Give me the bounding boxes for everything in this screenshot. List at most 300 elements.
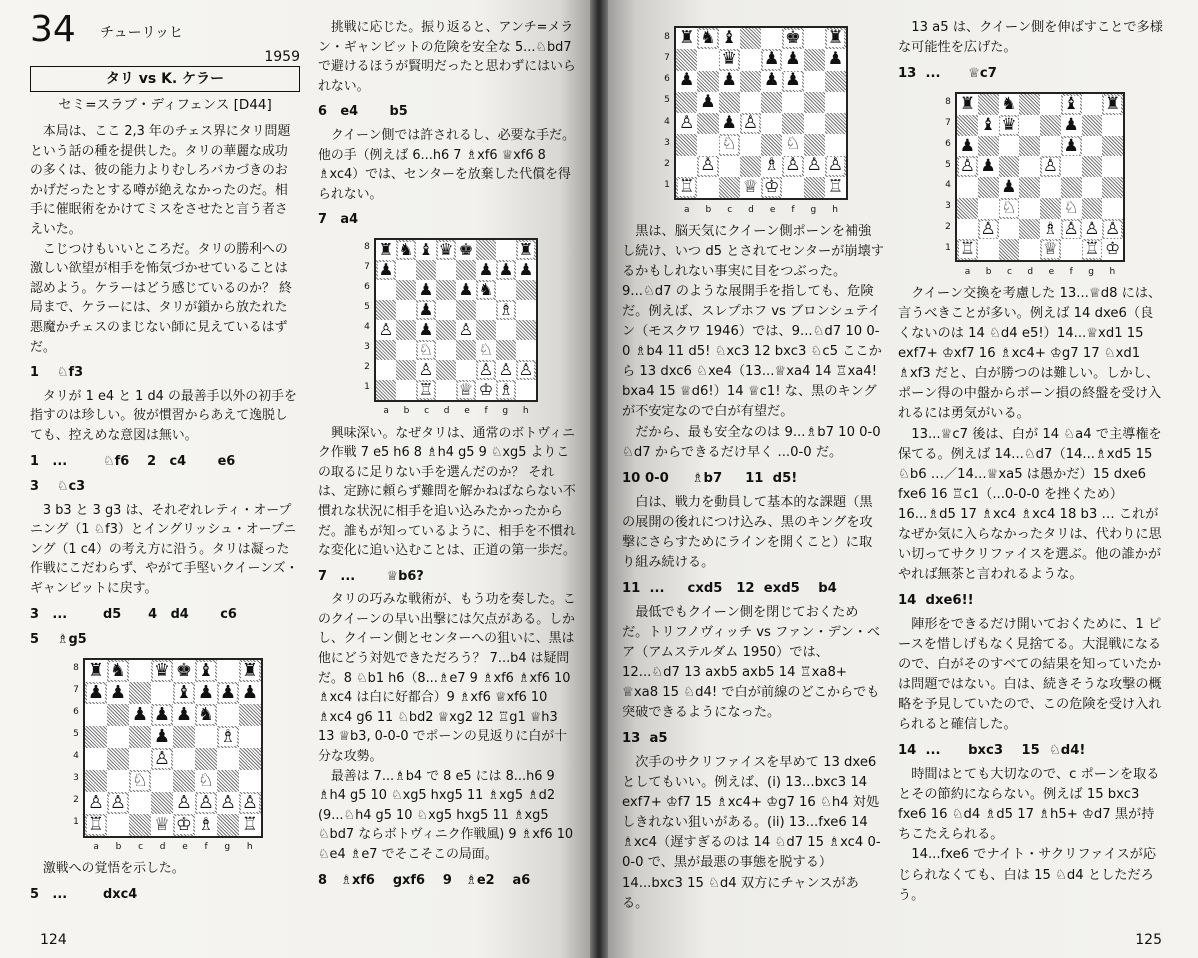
commentary-paragraph: 3 b3 と 3 g3 は、それぞれレティ・オープニング（1 ♘f3）とイングリッシュ・オープニング（1 c4）の考え方に沿う。タリは凝った作戦にこだわらず、やがて手堅いクイーンズ・ギャンビットに戻す。 xyxy=(30,502,299,597)
board-square xyxy=(697,156,718,177)
board-square xyxy=(85,660,107,682)
chess-piece: ♘ xyxy=(785,134,801,155)
chess-piece: ♙ xyxy=(197,791,215,813)
chess-piece: ♟ xyxy=(153,703,171,725)
opening-name: セミ=スラブ・ディフェンス [D44] xyxy=(58,97,272,113)
board-square xyxy=(396,260,416,280)
commentary-paragraph: 時間はとても大切なので、c ポーンを取るとその節約にならない。例えば 15 bxc3 fxe6 16 ♘d4 ♗d5 17 ♗h5+ ♔d7 黒が持ちこたえられる。 xyxy=(898,767,1160,843)
board-square xyxy=(239,770,261,792)
commentary-paragraph: 最低でもクイーン側を閉じておくためだ。トリフノヴィッチ vs ファン・デン・ベア（アムステルダム 1950）では、12...♘d7 13 axb5 axb5 14 ♖xa8+ ♕xa8 15 ♘d4! で白が前線のどこからでも突破できるようになった。 xyxy=(622,604,881,721)
board-square xyxy=(999,136,1020,157)
chess-diagram xyxy=(69,658,300,858)
board-square xyxy=(129,770,151,792)
left-column-1 xyxy=(30,9,300,909)
board-square xyxy=(516,360,536,380)
rank-label: 3 xyxy=(945,201,951,212)
board-square xyxy=(239,704,261,726)
board-square xyxy=(1040,198,1061,219)
file-label: c xyxy=(727,205,733,215)
chess-piece: ♗ xyxy=(219,725,237,747)
board-square xyxy=(516,240,536,260)
board-square xyxy=(1040,94,1061,115)
rank-label: 7 xyxy=(664,52,670,63)
rank-label: 2 xyxy=(73,795,79,806)
chess-piece: ♟ xyxy=(721,70,737,91)
chess-piece: ♙ xyxy=(458,319,474,339)
chess-piece: ♟ xyxy=(418,299,434,319)
move-line: 1 ... ♘f6 2 c4 e6 xyxy=(30,453,236,469)
move-line: 13 a5 xyxy=(622,731,668,747)
board-square xyxy=(1061,198,1082,219)
board-square xyxy=(376,260,396,280)
chess-piece: ♜ xyxy=(1105,94,1121,114)
board-square xyxy=(978,115,999,136)
board-square xyxy=(1019,177,1040,198)
board-square xyxy=(476,280,496,300)
board-square xyxy=(173,770,195,792)
chess-piece: ♟ xyxy=(478,259,494,279)
move-line: 14 dxe6!! xyxy=(898,592,974,608)
board-square xyxy=(1082,239,1103,260)
file-label: f xyxy=(791,205,795,215)
board-square xyxy=(676,49,697,70)
chess-piece: ♜ xyxy=(678,27,695,48)
chess-piece: ♙ xyxy=(785,155,801,176)
rank-label: 4 xyxy=(945,180,951,191)
file-label: a xyxy=(964,267,971,278)
board-square xyxy=(195,682,217,704)
board-square xyxy=(825,156,846,177)
board-square xyxy=(456,340,476,360)
board-square xyxy=(85,814,107,836)
commentary-paragraph: こじつけもいいところだ。タリの勝利への激しい欲望が相手を怖気づかせていることは認めよう。ケラーはどう感じているのか？ 終局まで、ケラーには、タリが鎖から放たれた悪魔かチェスのまじない師に見えているはずだ。 xyxy=(30,241,292,355)
file-label: c xyxy=(424,405,430,416)
chess-piece: ♙ xyxy=(378,319,394,339)
board-square xyxy=(804,28,825,49)
board-square xyxy=(195,814,217,836)
commentary-paragraph: クイーン交換を考慮した 13...♕d8 には、言うべきことが多い。例えば 14 dxe6（良くないのは 14 ♘d4 e5!）14...♕xd1 15 exf7+ ♔xf7 16 ♗xc4+ ♔g7 17 ♘xd1 ♗xf3 だと、白が勝つのは難しい。しかし、ポーン得の中盤からポーン損の終盤を受け入れるには勇気がいる。 xyxy=(898,286,1162,422)
board-square xyxy=(957,156,978,177)
board-square xyxy=(1102,177,1123,198)
board-square xyxy=(978,239,999,260)
board-square xyxy=(496,380,516,400)
board-square xyxy=(129,792,151,814)
chess-piece: ♙ xyxy=(700,155,716,176)
chess-piece: ♙ xyxy=(742,112,759,133)
chess-piece: ♟ xyxy=(87,681,105,703)
board-square xyxy=(1061,94,1082,115)
chess-piece: ♟ xyxy=(498,259,514,279)
board-square xyxy=(1019,219,1040,240)
board-square xyxy=(416,260,436,280)
board-square xyxy=(740,28,761,49)
board-square xyxy=(151,660,173,682)
rank-label: 6 xyxy=(945,138,951,149)
chess-board xyxy=(83,658,263,838)
chess-piece: ♙ xyxy=(1063,218,1079,239)
file-label: g xyxy=(1088,267,1094,278)
board-square xyxy=(999,198,1020,219)
board-square xyxy=(416,360,436,380)
rank-label: 1 xyxy=(664,180,670,191)
file-labels xyxy=(676,200,846,220)
chess-piece: ♖ xyxy=(87,813,105,835)
chess-piece: ♗ xyxy=(1042,218,1058,239)
board-square xyxy=(151,814,173,836)
board-square xyxy=(151,704,173,726)
board-square xyxy=(978,177,999,198)
board-square xyxy=(676,28,697,49)
move-line: 10 0-0 ♗b7 11 d5! xyxy=(622,470,798,486)
chess-piece: ♖ xyxy=(418,379,434,399)
chess-piece: ♟ xyxy=(785,70,801,91)
board-square xyxy=(719,71,740,92)
chess-piece: ♙ xyxy=(518,359,534,379)
board-square xyxy=(239,748,261,770)
board-square xyxy=(804,92,825,113)
chess-piece: ♝ xyxy=(197,659,215,681)
chapter-number: 34 xyxy=(30,9,76,50)
chess-piece: ♟ xyxy=(241,681,259,703)
board-square xyxy=(496,320,516,340)
board-square xyxy=(85,792,107,814)
book-gutter xyxy=(590,0,608,958)
board-square xyxy=(719,113,740,134)
board-square xyxy=(173,814,195,836)
board-square xyxy=(697,134,718,155)
commentary-paragraph: 陣形をできるだけ開いておくために、1 ピースを惜しげもなく見捨てる。大混戦になるので、白がそのすべての結果を知っていたかは問題ではない。白は、続きそうな攻撃の概略を予見していたので、この危険を受け入れられると確信した。 xyxy=(898,616,1162,733)
chess-piece: ♘ xyxy=(418,339,434,359)
rank-label: 1 xyxy=(364,382,370,393)
board-square xyxy=(436,240,456,260)
board-square xyxy=(825,177,846,198)
board-square xyxy=(719,134,740,155)
board-square xyxy=(978,136,999,157)
move-line: 6 e4 b5 xyxy=(318,104,408,120)
board-square xyxy=(1061,136,1082,157)
board-square xyxy=(516,280,536,300)
file-labels xyxy=(376,402,536,422)
file-label: b xyxy=(985,267,992,278)
board-square xyxy=(825,92,846,113)
move-line: 14 ... bxc3 15 ♘d4! xyxy=(898,743,1086,759)
board-square xyxy=(804,177,825,198)
chess-piece: ♞ xyxy=(700,27,716,48)
board-square xyxy=(740,177,761,198)
move-line: 11 ... cxd5 12 exd5 b4 xyxy=(622,580,837,596)
board-square xyxy=(804,113,825,134)
board-square xyxy=(1082,177,1103,198)
board-square xyxy=(129,814,151,836)
rank-labels xyxy=(69,658,83,834)
file-label: e xyxy=(1048,267,1055,278)
board-square xyxy=(436,380,456,400)
rank-label: 7 xyxy=(945,118,951,129)
board-square xyxy=(173,704,195,726)
board-square xyxy=(496,280,516,300)
chess-piece: ♜ xyxy=(518,239,534,259)
chess-piece: ♜ xyxy=(241,659,259,681)
board-square xyxy=(825,71,846,92)
board-square xyxy=(761,92,782,113)
board-square xyxy=(436,360,456,380)
move-line: 5 ♗g5 xyxy=(30,632,87,648)
board-square xyxy=(761,49,782,70)
board-square xyxy=(761,177,782,198)
commentary-paragraph: 白は、戦力を動員して基本的な課題（黒の展開の後れにつけ込み、黒のキングを攻撃にさらすためにラインを開くこと）に取り組み続ける。 xyxy=(622,494,873,570)
chess-piece: ♟ xyxy=(458,279,474,299)
chess-diagram xyxy=(660,26,884,220)
board-square xyxy=(697,113,718,134)
chess-piece: ♟ xyxy=(219,681,237,703)
file-label: c xyxy=(1006,267,1012,278)
board-square xyxy=(173,660,195,682)
board-square xyxy=(957,94,978,115)
page-number-left: 124 xyxy=(40,932,67,948)
chess-piece: ♘ xyxy=(478,339,494,359)
chess-piece: ♜ xyxy=(378,239,394,259)
board-square xyxy=(195,792,217,814)
board-square xyxy=(1040,177,1061,198)
chess-piece: ♘ xyxy=(131,769,149,791)
board-square xyxy=(782,49,803,70)
file-label: e xyxy=(464,405,470,416)
chess-board xyxy=(955,92,1125,262)
board-square xyxy=(516,340,536,360)
board-square xyxy=(239,682,261,704)
board-square xyxy=(173,726,195,748)
board-square xyxy=(516,260,536,280)
move-line: 3 ... d5 4 d4 c6 xyxy=(30,606,237,622)
board-square xyxy=(396,340,416,360)
board-square xyxy=(740,134,761,155)
board-square xyxy=(978,219,999,240)
board-square xyxy=(476,340,496,360)
chess-piece: ♟ xyxy=(700,91,716,112)
board-square xyxy=(107,792,129,814)
file-label: h xyxy=(246,841,253,852)
board-square xyxy=(496,360,516,380)
board-square xyxy=(85,704,107,726)
chess-piece: ♖ xyxy=(827,176,844,197)
chess-piece: ♞ xyxy=(109,659,127,681)
board-square xyxy=(217,660,239,682)
chess-piece: ♟ xyxy=(153,725,171,747)
col4-flow xyxy=(898,18,1166,906)
chess-piece: ♛ xyxy=(438,239,454,259)
board-square xyxy=(496,260,516,280)
move-line: 1 ♘f3 xyxy=(30,365,84,381)
chess-piece: ♙ xyxy=(87,791,105,813)
board-square xyxy=(676,134,697,155)
board-square xyxy=(1082,115,1103,136)
rank-label: 3 xyxy=(364,342,370,353)
file-label: h xyxy=(1109,267,1116,278)
chess-piece: ♛ xyxy=(1001,114,1017,135)
col2-flow xyxy=(318,18,578,890)
board-square xyxy=(173,792,195,814)
board-square xyxy=(825,134,846,155)
board-square xyxy=(376,380,396,400)
file-label: g xyxy=(224,841,231,852)
board-square xyxy=(85,682,107,704)
board-square xyxy=(239,726,261,748)
chess-piece: ♙ xyxy=(478,359,494,379)
board-square xyxy=(1082,156,1103,177)
chess-piece: ♞ xyxy=(1001,94,1017,114)
board-square xyxy=(107,726,129,748)
chess-piece: ♙ xyxy=(219,791,237,813)
commentary-paragraph: 本局は、ここ 2,3 年のチェス界にタリ問題という話の種を提供した。タリの華麗な成功の多くは、彼の能力よりむしろバカづきのおかげだったとする噂が絶えなかったのだ。相手に催眠術をかけてミスをさせたと言う者さえいた。 xyxy=(30,124,291,237)
board-square xyxy=(456,260,476,280)
file-label: d xyxy=(159,841,166,852)
commentary-paragraph: 興味深い。なぜタリは、通常のボトヴィニク作戦 7 e5 h6 8 ♗h4 g5 9 ♘xg5 よりこの取るに足りない手を選んだのか？ それは、定跡に頼らず難問を解かねばならない不慣れな状況に相手を追い込みたかったからだ。誰もが知っているように、相手を不慣れな変化に追い込むことは、正道の第一歩だ。 xyxy=(318,425,576,559)
move-line: 13 ... ♕c7 xyxy=(898,66,997,82)
board-square xyxy=(376,340,396,360)
rank-labels xyxy=(660,26,674,196)
board-square xyxy=(151,682,173,704)
move-line: 7 ... ♕b6? xyxy=(318,568,424,584)
board-square xyxy=(195,726,217,748)
board-square xyxy=(476,260,496,280)
board-square xyxy=(151,792,173,814)
board-square xyxy=(676,92,697,113)
board-square xyxy=(436,280,456,300)
chess-piece: ♟ xyxy=(1063,135,1079,156)
left-page xyxy=(0,0,596,958)
rank-label: 6 xyxy=(73,707,79,718)
board-square xyxy=(1102,94,1123,115)
board-square xyxy=(456,240,476,260)
board-square xyxy=(476,240,496,260)
file-label: f xyxy=(1069,267,1073,278)
chess-piece: ♖ xyxy=(241,813,259,835)
board-square xyxy=(496,340,516,360)
board-square xyxy=(978,94,999,115)
chess-diagram xyxy=(941,92,1166,282)
board-square xyxy=(676,156,697,177)
board-square xyxy=(1019,115,1040,136)
board-square xyxy=(1019,94,1040,115)
chess-piece: ♚ xyxy=(785,27,801,48)
board-square xyxy=(957,115,978,136)
rank-label: 8 xyxy=(73,663,79,674)
board-square xyxy=(782,92,803,113)
rank-label: 4 xyxy=(364,322,370,333)
board-square xyxy=(1061,156,1082,177)
chess-piece: ♚ xyxy=(458,239,474,259)
board-square xyxy=(782,113,803,134)
board-square xyxy=(957,177,978,198)
chess-piece: ♙ xyxy=(498,359,514,379)
board-square xyxy=(239,660,261,682)
chess-piece: ♟ xyxy=(378,259,394,279)
board-square xyxy=(719,28,740,49)
board-square xyxy=(436,260,456,280)
chess-piece: ♞ xyxy=(478,279,494,299)
board-square xyxy=(129,682,151,704)
board-square xyxy=(107,770,129,792)
chess-piece: ♙ xyxy=(418,359,434,379)
chess-piece: ♟ xyxy=(109,681,127,703)
board-square xyxy=(239,814,261,836)
board-square xyxy=(1061,115,1082,136)
board-square xyxy=(719,49,740,70)
board-square xyxy=(1082,94,1103,115)
board-square xyxy=(217,726,239,748)
chess-piece: ♔ xyxy=(1105,239,1121,260)
board-square xyxy=(496,300,516,320)
rank-label: 1 xyxy=(73,817,79,828)
chess-piece: ♙ xyxy=(241,791,259,813)
board-square xyxy=(1082,219,1103,240)
board-square xyxy=(151,748,173,770)
right-column-1 xyxy=(622,18,884,914)
file-label: a xyxy=(383,405,389,416)
board-square xyxy=(516,320,536,340)
board-square xyxy=(456,280,476,300)
chess-piece: ♝ xyxy=(1063,94,1079,114)
board-square xyxy=(217,682,239,704)
file-label: a xyxy=(683,205,690,215)
board-square xyxy=(195,770,217,792)
chess-piece: ♞ xyxy=(197,703,215,725)
chess-piece: ♝ xyxy=(175,681,193,703)
move-line: 7 a4 xyxy=(318,212,359,228)
board-square xyxy=(804,71,825,92)
board-square xyxy=(782,134,803,155)
board-square xyxy=(740,49,761,70)
chess-piece: ♟ xyxy=(418,279,434,299)
commentary-paragraph: 13...♕c7 後は、白が 14 ♘a4 で主導権を保てる。例えば 14...♘d7（14...♗xd5 15 ♘b6 …／14...♕xa5 は愚かだ）15 dxe6 fxe6 16 ♖c1（...0-0-0 を挫くため）16...♗d5 17 ♗xc4 ♗xc4 18 b3 … これがなぜか気に入らなかったタリは、代わりに思い切ってサクリファイスを選ぶ。他の誰かがやれば無茶と言われるような。 xyxy=(898,426,1162,582)
chess-piece: ♙ xyxy=(827,155,844,176)
board-row xyxy=(69,658,263,838)
rank-label: 7 xyxy=(73,685,79,696)
board-square xyxy=(1019,239,1040,260)
commentary-paragraph: 14...fxe6 でナイト・サクリファイスが応じられなくても、白は 15 ♘d4 としただろう。 xyxy=(898,847,1157,903)
board-square xyxy=(516,380,536,400)
board-square xyxy=(1061,239,1082,260)
board-square xyxy=(516,300,536,320)
chess-piece: ♟ xyxy=(175,703,193,725)
chess-piece: ♙ xyxy=(678,112,695,133)
chess-piece: ♛ xyxy=(153,659,171,681)
file-label: h xyxy=(522,405,529,416)
rank-label: 7 xyxy=(364,262,370,273)
board-square xyxy=(740,71,761,92)
board-square xyxy=(376,300,396,320)
board-square xyxy=(761,113,782,134)
board-square xyxy=(978,198,999,219)
chess-piece: ♗ xyxy=(197,813,215,835)
chess-piece: ♟ xyxy=(1063,114,1079,135)
board-square xyxy=(804,134,825,155)
board-square xyxy=(376,280,396,300)
board-square xyxy=(761,71,782,92)
chess-piece: ♕ xyxy=(742,176,759,197)
file-label: e xyxy=(182,841,188,852)
board-square xyxy=(396,240,416,260)
board-square xyxy=(1061,177,1082,198)
rank-label: 8 xyxy=(945,97,951,108)
chess-piece: ♙ xyxy=(980,218,996,239)
file-labels xyxy=(85,838,261,858)
board-square xyxy=(195,660,217,682)
board-square xyxy=(129,704,151,726)
board-square xyxy=(173,748,195,770)
chess-diagram xyxy=(360,238,578,422)
chess-piece: ♟ xyxy=(197,681,215,703)
